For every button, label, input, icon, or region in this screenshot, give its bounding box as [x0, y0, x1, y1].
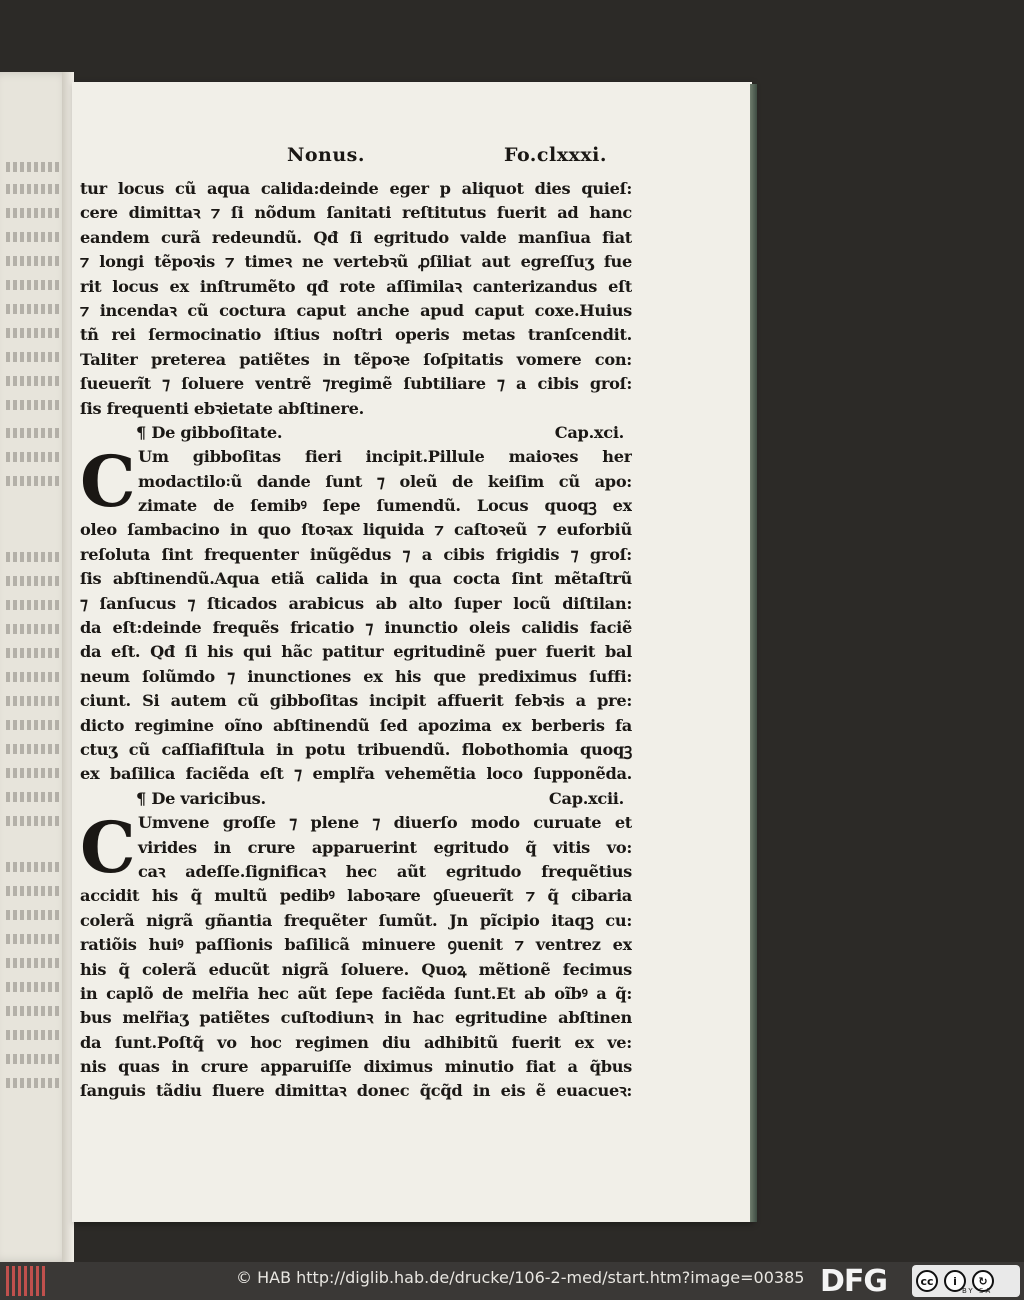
drop-cap-initial: C: [80, 440, 136, 524]
text-line: da eſt. Qđ ſi his qui hãc patitur egritudinẽ puer fuerit bal: [80, 642, 632, 662]
chapter-number: Cap.xci.: [554, 422, 624, 442]
text-line: in caplõ de melr̃ia hec aũt ſepe faciẽda ſunt.Et ab oĩbꝰ a q̃:: [80, 983, 632, 1003]
text-line: ſis frequenti ebꝛietate abſtinere.: [80, 398, 364, 418]
chapter-title: ¶ De gibboſitate.: [136, 422, 283, 442]
viewer-footer: [0, 1262, 1024, 1300]
text-line: ⁊ longi tẽpoꝛis ⁊ timeꝛ ne vertebꝛũ ꝓſiliat aut egreſſuʒ fue: [80, 252, 632, 272]
chapter-heading-varicibus: [80, 787, 632, 811]
text-line: Umvene groſſe ⁊ plene ⁊ diuerſo modo curuate et: [138, 813, 632, 833]
running-head-left: Nonus.: [287, 144, 365, 166]
license-sa-label: SA: [978, 1287, 993, 1295]
text-line: ciunt. Si autem cũ gibboſitas incipit affuerit febꝛis a pre:: [80, 691, 632, 711]
cc-icon: cc: [916, 1270, 938, 1292]
source-credit-link[interactable]: © HAB http://diglib.hab.de/drucke/106-2-med/start.htm?image=00385: [236, 1268, 805, 1287]
text-line: eandem curã redeundũ. Qđ ſi egritudo valde manſiua fiat: [80, 227, 632, 247]
text-line: ratiõis huiꝰ paſſionis baſilicã minuere ꝯuenit ⁊ ventrez ex: [80, 935, 632, 955]
text-line: his q̃ colerã educũt nigrã ſoluere. Quoꝝ mẽtionẽ fecimus: [80, 959, 632, 979]
share-alike-icon: ↻: [972, 1270, 994, 1292]
barcode-icon: [6, 1266, 46, 1296]
book-page: [72, 82, 752, 1222]
text-line: bus melr̃iaʒ patiẽtes cuſtodiunꝛ in hac egritudine abſtinen: [80, 1008, 632, 1028]
chapter-body-gibbositate: [80, 440, 632, 786]
chapter-number: Cap.xcii.: [548, 788, 624, 808]
text-line: ⁊ incendaꝛ cũ coctura caput anche apud caput coxe.Huius: [80, 300, 632, 320]
text-line: Taliter preterea patiẽtes in tẽpoꝛe ſoſpitatis vomere con:: [80, 349, 632, 369]
text-line: accidit his q̃ multũ pedibꝰ laboꝛare ꝯſueuerĩt ⁊ q̃ cibaria: [80, 886, 632, 906]
text-line: oleo ſambacino in quo ſtoꝛax liquida ⁊ caſtoꝛeũ ⁊ euforbiũ: [80, 520, 632, 540]
text-block: [80, 177, 632, 1104]
text-line: nis quas in crure apparuiſſe diximus minutio fiat a q̃bus: [80, 1057, 632, 1077]
chapter-title: ¶ De varicibus.: [136, 788, 266, 808]
text-line: caꝛ adeſſe.ſignificaꝛ hec aũt egritudo frequẽtius: [138, 861, 632, 881]
text-line: colerã nigrã gñantia frequẽter ſumũt. Jn pĩcipio itaqꝫ cu:: [80, 910, 632, 930]
text-line: tñ rei ſermocinatio iſtius noſtri operis metas tranſcendit.: [80, 325, 632, 345]
text-line: reſoluta ſint frequenter inũgẽdus ⁊ a cibis frigidis ⁊ groſ:: [80, 544, 632, 564]
dfg-logo[interactable]: DFG: [820, 1264, 888, 1299]
text-line: ſanguis tãdiu fluere dimittaꝛ donec q̃cq̃d in eis ẽ euacueꝛ:: [80, 1081, 632, 1101]
text-line: zimate de ſemibꝰ ſepe ſumendũ. Locus quoqꝫ ex: [138, 496, 632, 516]
text-line: dicto regimine oĩno abſtinendũ ſed apozima ex berberis fa: [80, 715, 632, 735]
text-line: tur locus cũ aqua calida:deinde eger p aliquot dies quieſ:: [80, 179, 632, 198]
text-line: neum ſolũmdo ⁊ inunctiones ex his que prediximus ſuffi:: [80, 666, 632, 686]
drop-cap-initial: C: [80, 806, 136, 890]
text-line: cere dimittaꝛ ⁊ ſi nõdum ſanitati reſtitutus fuerit ad hanc: [80, 203, 632, 223]
text-line: ſueuerĩt ⁊ ſoluere ventrẽ ⁊regimẽ ſubtiliare ⁊ a cibis groſ:: [80, 374, 632, 394]
text-line: da ſunt.Poſtq̃ vo hoc regimen diu adhibitũ fuerit ex ve:: [80, 1032, 632, 1052]
text-line: virides in crure apparuerint egritudo q̃ vitis vo:: [138, 837, 632, 857]
license-by-label: BY: [962, 1287, 975, 1295]
license-tags: [962, 1287, 992, 1295]
page-edge: [750, 84, 757, 1222]
text-line: rit locus ex inſtrumẽto qđ rote aſſimilaꝛ canterizandus eſt: [80, 276, 632, 296]
text-line: da eſt:deinde frequẽs fricatio ⁊ inunctio oleis calidis faciẽ: [80, 618, 632, 638]
text-line: ⁊ ſanſucus ⁊ ſticados arabicus ab alto ſuper locũ diſtilan:: [80, 593, 632, 613]
chapter-heading-gibbositate: [80, 421, 632, 445]
folio-number: Fo.clxxxi.: [504, 144, 608, 166]
text-line: ſis abſtinendũ.Aqua etiã calida in qua cocta ſint mẽtaſtrũ: [80, 569, 632, 589]
text-line: ex baſilica faciẽda eſt ⁊ emplr̃a vehemẽtia loco ſupponẽda.: [80, 764, 632, 784]
text-line: Um gibboſitas fieri incipit.Pillule maioꝛes her: [138, 447, 632, 467]
text-line: ctuʒ cũ caſſiafiſtula in potu tribuendũ. flobothomia quoqꝫ: [80, 739, 632, 759]
text-line: modactilo꞉ũ dande ſunt ⁊ oleũ de keiſim cũ apo:: [138, 471, 632, 491]
chapter-body-varicibus: [80, 806, 632, 1104]
attribution-icon: i: [944, 1270, 966, 1292]
